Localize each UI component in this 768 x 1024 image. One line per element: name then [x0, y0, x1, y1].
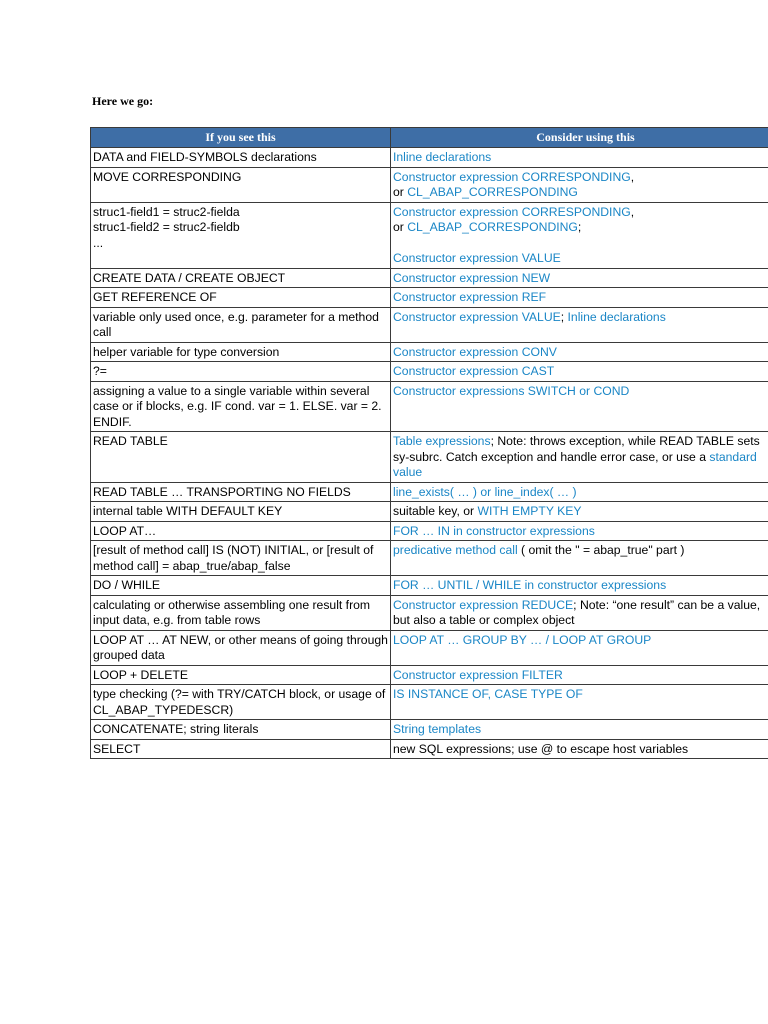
cell-if-you-see-this	[91, 576, 391, 596]
cell-consider-using-this	[391, 665, 768, 685]
recommendation-text	[393, 633, 651, 647]
cell-consider-using-this	[391, 268, 768, 288]
recommendation-text	[393, 485, 577, 499]
cell-consider-using-this	[391, 502, 768, 522]
recommendation-link[interactable]: Constructor expression REDUCE	[393, 597, 574, 612]
recommendation-link[interactable]: Constructor expression CONV	[393, 344, 557, 359]
pattern-text: LOOP AT…	[93, 523, 157, 538]
header-consider-using-this: Consider using this	[391, 128, 768, 148]
cell-if-you-see-this	[91, 630, 391, 665]
cell-consider-using-this	[391, 482, 768, 502]
recommendation-link[interactable]: CL_ABAP_CORRESPONDING	[407, 185, 578, 199]
pattern-text: variable only used once, e.g. parameter for a method call	[93, 309, 379, 339]
cell-if-you-see-this	[91, 342, 391, 362]
cell-if-you-see-this	[91, 521, 391, 541]
pattern-text: internal table WITH DEFAULT KEY	[93, 504, 283, 518]
recommendation-note: ; Note: throws exception, while READ TABLE sets sy-subrc. Catch exception and handle error case, or use a	[393, 434, 760, 464]
recommendation-text	[393, 364, 554, 378]
recommendation-link[interactable]: line_exists( … ) or line_index( … )	[393, 484, 577, 499]
table-row	[91, 362, 768, 382]
recommendation-link[interactable]: CL_ABAP_CORRESPONDING	[407, 220, 578, 234]
cell-if-you-see-this	[91, 381, 391, 432]
recommendation-link[interactable]: WITH EMPTY KEY	[477, 504, 582, 518]
cell-consider-using-this	[391, 167, 768, 202]
table-row	[91, 288, 768, 308]
recommendation-link[interactable]: FOR … UNTIL / WHILE in constructor expressions	[393, 578, 667, 592]
recommendation-text	[393, 434, 760, 479]
table-row	[91, 630, 768, 665]
recommendation-text	[393, 722, 481, 736]
table-body	[91, 148, 768, 759]
cell-consider-using-this	[391, 576, 768, 596]
recommendation-text	[393, 150, 491, 164]
recommendation-note: , or	[393, 204, 635, 234]
recommendation-text	[393, 170, 634, 200]
table-row	[91, 342, 768, 362]
cell-if-you-see-this	[91, 148, 391, 168]
table-row	[91, 307, 768, 342]
recommendation-note: ( omit the " = abap_true" part )	[517, 543, 685, 557]
recommendation-note: ;	[560, 309, 568, 324]
pattern-text: CREATE DATA / CREATE OBJECT	[93, 270, 286, 285]
table-row	[91, 381, 768, 432]
recommendation-note: , or	[393, 169, 635, 199]
cell-consider-using-this	[391, 432, 768, 483]
recommendation-text	[393, 543, 685, 557]
recommendation-text	[393, 668, 563, 682]
table-row	[91, 268, 768, 288]
cell-consider-using-this	[391, 541, 768, 576]
pattern-text: assigning a value to a single variable within several case or if blocks, e.g. IF cond. var = 1. ELSE. var = 2. ENDIF.	[93, 383, 382, 429]
recommendation-link[interactable]: Constructor expression VALUE	[393, 251, 561, 265]
recommendation-text	[393, 687, 583, 701]
cell-consider-using-this	[391, 630, 768, 665]
recommendation-link[interactable]: Constructor expression FILTER	[393, 667, 563, 682]
table-row	[91, 482, 768, 502]
recommendation-link[interactable]: Constructor expression CORRESPONDING	[393, 204, 631, 219]
recommendation-text	[393, 504, 582, 518]
pattern-text: READ TABLE	[93, 434, 168, 448]
cell-consider-using-this	[391, 202, 768, 268]
recommendation-link[interactable]: IS INSTANCE OF, CASE TYPE OF	[393, 687, 583, 701]
intro-heading: Here we go:	[92, 94, 154, 108]
recommendation-note: new SQL expressions; use @ to escape host variables	[393, 741, 689, 756]
recommendation-link[interactable]: String templates	[393, 722, 482, 736]
cell-if-you-see-this	[91, 202, 391, 268]
pattern-text: LOOP + DELETE	[93, 667, 188, 682]
recommendation-note: ; Note: “one result” can be a value, but also a table or complex object	[393, 597, 761, 627]
recommendation-text	[393, 384, 629, 398]
cell-if-you-see-this	[91, 595, 391, 630]
pattern-text: struc1-field1 = struc2-fielda struc1-field2 = struc2-fieldb ...	[93, 204, 240, 250]
cell-if-you-see-this	[91, 268, 391, 288]
table-row	[91, 576, 768, 596]
cell-consider-using-this	[391, 148, 768, 168]
table-row	[91, 502, 768, 522]
recommendation-link[interactable]: Table expressions	[393, 434, 491, 448]
pattern-text: DATA and FIELD-SYMBOLS declarations	[93, 150, 317, 164]
recommendation-text	[393, 742, 688, 756]
recommendation-note: suitable key, or	[393, 504, 478, 518]
recommendation-link[interactable]: Inline declarations	[567, 309, 666, 324]
cell-consider-using-this	[391, 685, 768, 720]
cell-if-you-see-this	[91, 432, 391, 483]
recommendation-link[interactable]: Constructor expression VALUE	[393, 309, 561, 324]
pattern-text: helper variable for type conversion	[93, 344, 280, 359]
cell-consider-using-this	[391, 362, 768, 382]
table-row	[91, 720, 768, 740]
cell-if-you-see-this	[91, 167, 391, 202]
pattern-text: MOVE CORRESPONDING	[93, 169, 242, 184]
recommendation-link[interactable]: Constructor expression CAST	[393, 364, 555, 378]
cell-if-you-see-this	[91, 288, 391, 308]
table-row	[91, 685, 768, 720]
cell-if-you-see-this	[91, 685, 391, 720]
pattern-text: READ TABLE … TRANSPORTING NO FIELDS	[93, 484, 351, 499]
cell-consider-using-this	[391, 307, 768, 342]
cell-consider-using-this	[391, 720, 768, 740]
recommendation-text	[393, 310, 666, 324]
pattern-text: SELECT	[93, 741, 141, 756]
table-row	[91, 432, 768, 483]
pattern-text: calculating or otherwise assembling one result from input data, e.g. from table rows	[93, 597, 371, 627]
recommendation-text	[393, 578, 666, 592]
table-row	[91, 665, 768, 685]
recommendation-text	[393, 345, 557, 359]
table-row	[91, 541, 768, 576]
cell-consider-using-this	[391, 739, 768, 759]
recommendation-link[interactable]: Inline declarations	[393, 150, 492, 164]
pattern-text: CONCATENATE; string literals	[93, 722, 259, 736]
table-row	[91, 148, 768, 168]
cell-consider-using-this	[391, 521, 768, 541]
recommendation-text	[393, 290, 546, 304]
recommendation-link[interactable]: LOOP AT … GROUP BY … / LOOP AT GROUP	[393, 632, 652, 647]
cell-if-you-see-this	[91, 739, 391, 759]
recommendation-link[interactable]: standard value	[393, 449, 757, 479]
table-row	[91, 167, 768, 202]
pattern-text: LOOP AT … AT NEW, or other means of going through grouped data	[93, 632, 388, 662]
recommendation-note: ;	[577, 220, 582, 234]
header-if-you-see-this: If you see this	[91, 128, 391, 148]
cell-consider-using-this	[391, 595, 768, 630]
table-row	[91, 739, 768, 759]
cell-if-you-see-this	[91, 482, 391, 502]
recommendation-link[interactable]: Constructor expression NEW	[393, 270, 551, 285]
recommendation-text	[393, 205, 634, 266]
table-row	[91, 202, 768, 268]
table-row	[91, 595, 768, 630]
cell-if-you-see-this	[91, 541, 391, 576]
pattern-text: GET REFERENCE OF	[93, 290, 217, 304]
pattern-text: DO / WHILE	[93, 578, 161, 592]
cell-consider-using-this	[391, 342, 768, 362]
recommendation-link[interactable]: Constructor expression REF	[393, 290, 547, 304]
cell-if-you-see-this	[91, 720, 391, 740]
table-header-row	[91, 128, 768, 148]
recommendation-link[interactable]: predicative method call	[393, 543, 518, 557]
cell-if-you-see-this	[91, 665, 391, 685]
recommendation-link[interactable]: FOR … IN in constructor expressions	[393, 523, 595, 538]
recommendation-link[interactable]: Constructor expression CORRESPONDING	[393, 169, 631, 184]
cell-if-you-see-this	[91, 362, 391, 382]
recommendation-text	[393, 524, 595, 538]
recommendation-link[interactable]: Constructor expressions SWITCH or COND	[393, 383, 630, 398]
cell-if-you-see-this	[91, 502, 391, 522]
pattern-text: type checking (?= with TRY/CATCH block, or usage of CL_ABAP_TYPEDESCR)	[93, 687, 386, 717]
recommendation-text	[393, 598, 760, 628]
recommendation-text	[393, 271, 550, 285]
cell-if-you-see-this	[91, 307, 391, 342]
pattern-text: [result of method call] IS (NOT) INITIAL, or [result of method call] = abap_true/abap_false	[93, 543, 374, 573]
pattern-text: ?=	[93, 364, 107, 378]
table-row	[91, 521, 768, 541]
cell-consider-using-this	[391, 288, 768, 308]
abap-comparison-table	[90, 127, 768, 759]
cell-consider-using-this	[391, 381, 768, 432]
